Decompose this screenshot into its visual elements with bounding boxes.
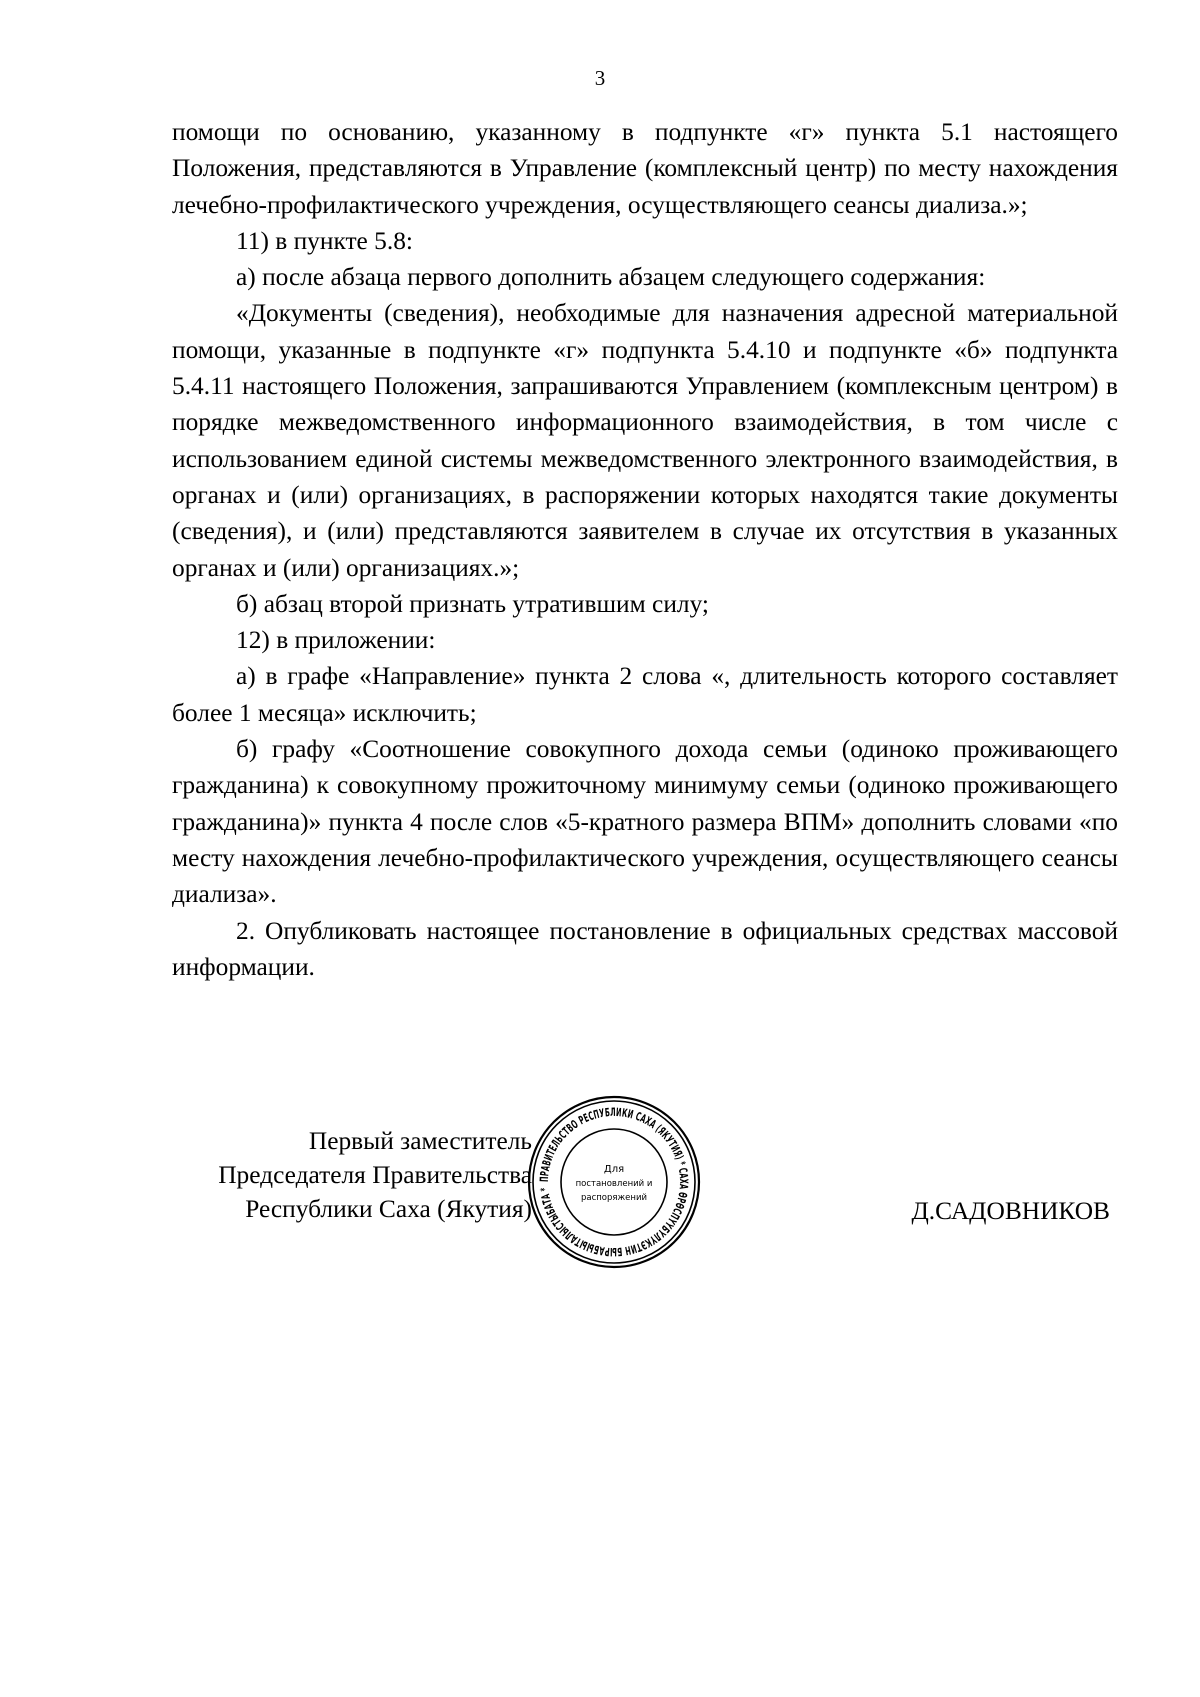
paragraph: б) абзац второй признать утратившим силу; xyxy=(236,589,709,618)
paragraph: б) графу «Соотношение совокупного дохода семьи (одиноко проживающего гражданина) к совокупному прожиточному минимуму семьи (одиноко проживающего гражданина)» пункта 4 после слов «5-кратного размера ВПМ» дополнить словами «по месту нахождения лечебно-профилактического учреждения, осуществляющего сеансы диализа». xyxy=(172,735,1118,909)
official-seal xyxy=(526,1094,702,1270)
signatory-name: Д.САДОВНИКОВ xyxy=(911,1197,1110,1225)
signatory-position-line: Первый заместитель xyxy=(308,1127,532,1155)
page-number: 3 xyxy=(594,66,606,90)
paragraph: 11) в пункте 5.8: xyxy=(236,226,413,255)
signatory-position xyxy=(172,1124,532,1226)
paragraph: помощи по основанию, указанному в подпункте «г» пункта 5.1 настоящего Положения, представляются в Управление (комплексный центр) по месту нахождения лечебно-профилактического учреждения, осуществляющего сеансы диализа.»; xyxy=(172,118,1118,219)
paragraph: 12) в приложении: xyxy=(236,626,436,655)
signatory-position-line: Председателя Правительства xyxy=(218,1161,532,1189)
signatory-position-line: Республики Саха (Якутия) xyxy=(245,1195,532,1223)
paragraph: а) в графе «Направление» пункта 2 слова «, длительность которого составляет более 1 месяца» исключить; xyxy=(172,662,1118,727)
paragraph: а) после абзаца первого дополнить абзацем следующего содержания: xyxy=(236,263,986,292)
seal-inner-line: распоряжений xyxy=(580,1193,648,1203)
paragraph: 2. Опубликовать настоящее постановление в официальных средствах массовой информации. xyxy=(172,916,1118,981)
seal-outer-text-path: ПРАВИТЕЛЬСТВО РЕСПУБЛИКИ САХА (ЯКУТИЯ) * САХА ӨРӨСПҮҮБҮЛҮКЭТИН БЫРАБЫЫТАЛЫСТЫБАТА * xyxy=(536,1104,692,1260)
document-body xyxy=(172,114,1118,985)
seal-inner-line: постановлений и xyxy=(575,1179,653,1189)
seal-inner-line: Для xyxy=(603,1164,625,1175)
paragraph: «Документы (сведения), необходимые для назначения адресной материальной помощи, указанные в подпункте «г» подпункта 5.4.10 и подпункте «б» подпункта 5.4.11 настоящего Положения, запрашиваются Управлением (комплексным центром) в порядке межведомственного информационного взаимодействия, в том числе с использованием единой системы межведомственного электронного взаимодействия, в органах и (или) организациях, в распоряжении которых находятся такие документы (сведения), и (или) представляются заявителем в случае их отсутствия в указанных органах и (или) организациях.»; xyxy=(172,299,1118,582)
